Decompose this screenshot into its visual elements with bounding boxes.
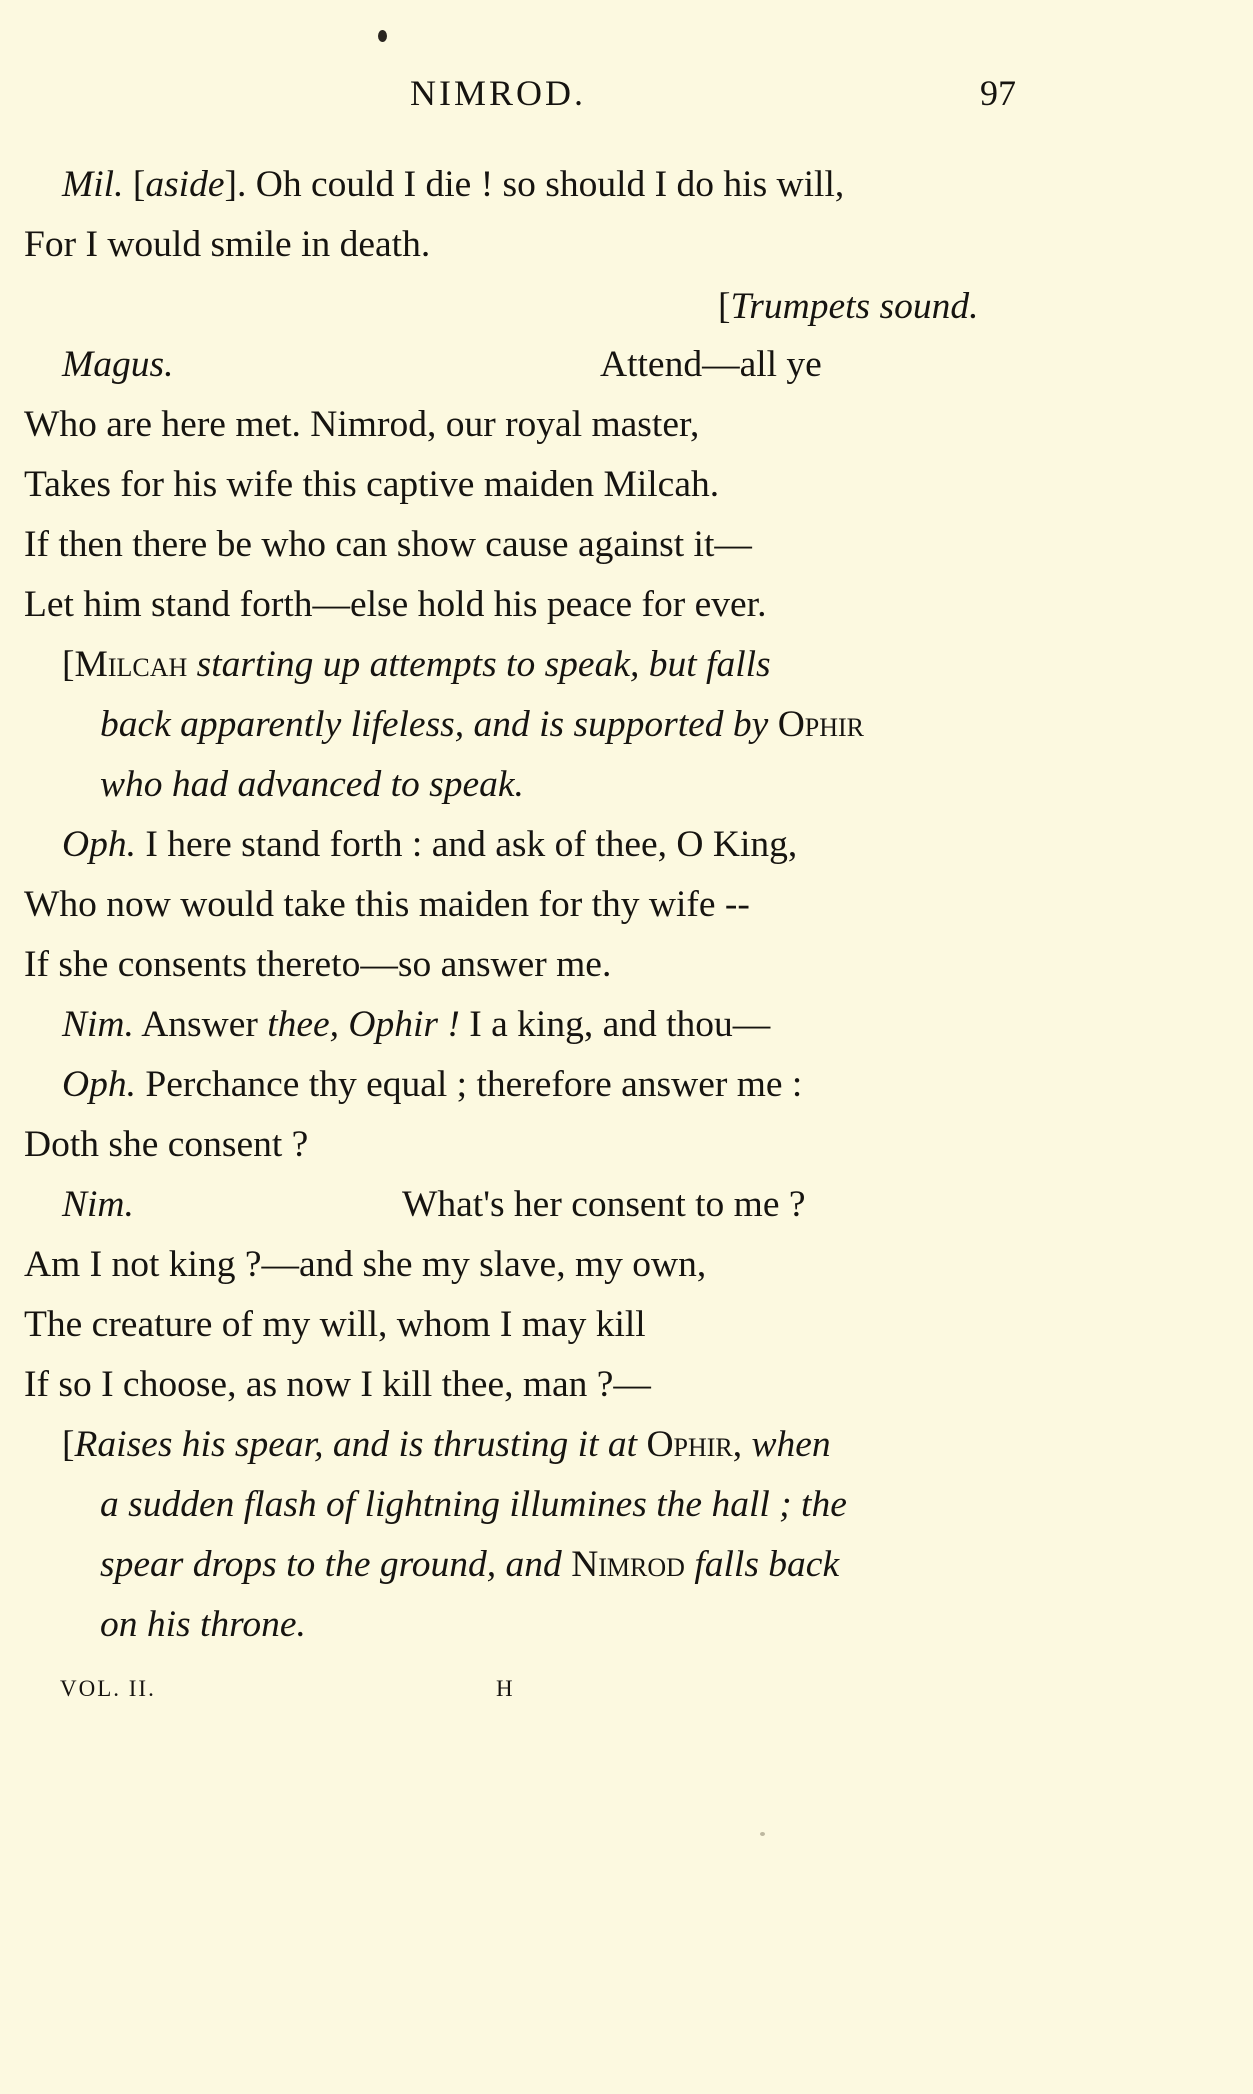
- stage-direction-line: [100, 1546, 839, 1584]
- verse-text: Oh could I die ! so should I do his will,: [255, 164, 845, 205]
- stage-direction: aside: [145, 164, 225, 205]
- stage-direction: Raises his spear, and is thrusting it at: [74, 1424, 638, 1465]
- verse-line: If then there be who can show cause against it—: [24, 524, 752, 565]
- stage-direction-line: a sudden flash of lightning illumines the hall ; the: [100, 1484, 847, 1525]
- verse-line: If she consents thereto—so answer me.: [24, 944, 612, 985]
- character-name: Ophir: [777, 704, 865, 745]
- stage-direction: starting up attempts to speak, but falls: [196, 644, 771, 685]
- stage-direction: back apparently lifeless, and is supported by: [100, 704, 769, 745]
- stage-direction-line: [100, 706, 864, 744]
- stage-direction: when: [751, 1424, 831, 1465]
- verse-line: Am I not king ?—and she my slave, my own,: [24, 1244, 707, 1285]
- stage-direction: Trumpets sound.: [730, 286, 979, 327]
- paper-speck: [760, 1832, 765, 1836]
- character-name: Ophir,: [646, 1424, 743, 1465]
- verse-text: What's her consent to me ?: [402, 1184, 806, 1225]
- verse-text: I here stand forth : and ask of thee, O King,: [145, 824, 798, 865]
- speaker: Magus.: [62, 344, 174, 385]
- stage-direction-line: on his throne.: [100, 1604, 306, 1645]
- speaker: Nim.: [62, 1184, 134, 1225]
- speaker: Nim.: [62, 1004, 134, 1045]
- bracket: [: [62, 1424, 75, 1465]
- bracket: ].: [224, 164, 247, 205]
- verse-text: I a king, and thou—: [469, 1004, 771, 1045]
- ink-dot: [378, 30, 387, 42]
- character-name: Nimrod: [571, 1544, 685, 1585]
- verse-line: [62, 166, 844, 204]
- stage-direction-line: [718, 288, 978, 326]
- stage-direction-line: [62, 1426, 831, 1464]
- verse-line: [62, 1006, 770, 1044]
- verse-line: [62, 1066, 802, 1104]
- verse-line: Let him stand forth—else hold his peace for ever.: [24, 584, 767, 625]
- verse-line: [62, 826, 797, 864]
- bracket: [: [62, 644, 75, 685]
- verse-line: Doth she consent ?: [24, 1124, 309, 1165]
- verse-line: The creature of my will, whom I may kill: [24, 1304, 646, 1345]
- running-title: NIMROD.: [410, 73, 587, 113]
- bracket: [: [132, 164, 146, 205]
- verse-line: [62, 346, 173, 384]
- verse-line: Who are here met. Nimrod, our royal master,: [24, 404, 700, 445]
- verse-line: If so I choose, as now I kill thee, man ?—: [24, 1364, 651, 1405]
- speaker: Oph.: [62, 824, 136, 865]
- stage-direction-line: who had advanced to speak.: [100, 764, 524, 805]
- verse-line: Takes for his wife this captive maiden Milcah.: [24, 464, 720, 505]
- verse-text: Perchance thy equal ; therefore answer me :: [145, 1064, 803, 1105]
- verse-text-italic: thee, Ophir !: [267, 1004, 460, 1045]
- speaker: Mil.: [62, 164, 124, 205]
- verse-line: [62, 1186, 134, 1224]
- verse-text: Attend—all ye: [600, 344, 822, 385]
- verse-text: Answer: [141, 1004, 258, 1045]
- signature-mark: H: [496, 1676, 515, 1701]
- verse-line: For I would smile in death.: [24, 224, 431, 265]
- stage-direction: spear drops to the ground, and: [100, 1544, 562, 1585]
- character-name: Milcah: [74, 644, 188, 685]
- speaker: Oph.: [62, 1064, 136, 1105]
- stage-direction-line: [62, 646, 771, 684]
- volume-label: VOL. II.: [60, 1676, 156, 1701]
- bracket: [: [718, 286, 731, 327]
- page-number: 97: [980, 73, 1016, 113]
- stage-direction: falls back: [694, 1544, 840, 1585]
- verse-line: Who now would take this maiden for thy wife --: [24, 884, 750, 925]
